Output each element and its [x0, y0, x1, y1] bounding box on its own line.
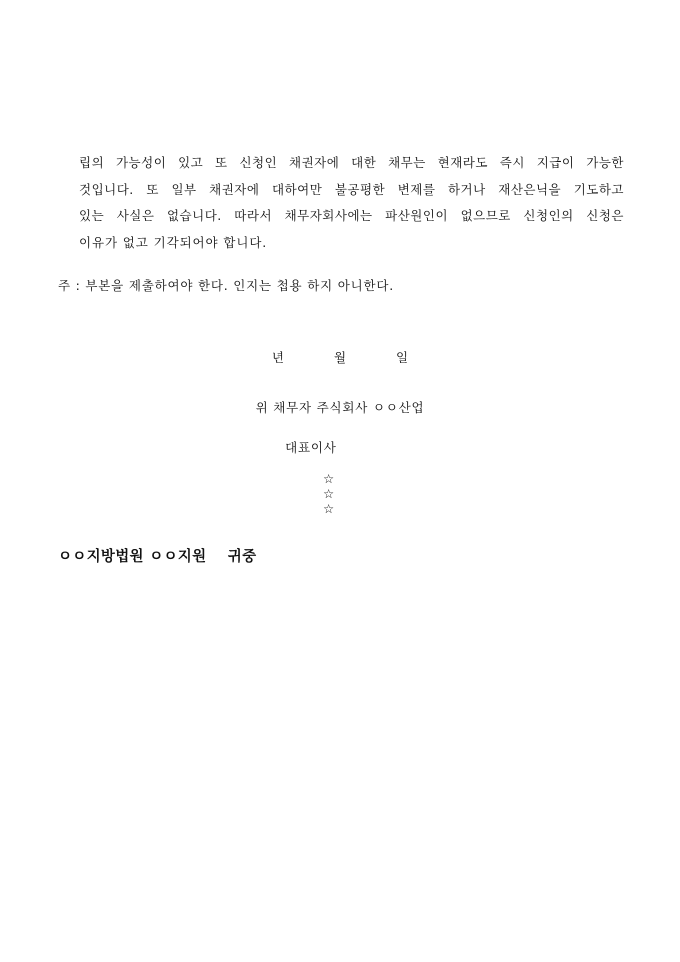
debtor-line: 위 채무자 주식회사 ㅇㅇ산업 [255, 400, 425, 415]
date-line [0, 348, 680, 366]
body-line: 립의 가능성이 있고 또 신청인 채권자에 대한 채무는 현재라도 즉시 지급이 가능한 [79, 155, 624, 170]
date-year: 년 [271, 350, 284, 365]
note-text: 주 : 부본을 제출하여야 한다. 인지는 첩용 하지 아니한다. [58, 278, 394, 293]
representative-title: 대표이사 [285, 440, 337, 455]
star-icon: ☆ [322, 471, 335, 486]
body-line: 있는 사실은 없습니다. 따라서 채무자회사에는 파산원인이 없으므로 신청인의 신청은 [79, 208, 624, 223]
star-icon: ☆ [322, 501, 335, 516]
court-addressee: ㅇㅇ지방법원 ㅇㅇ지원 귀중 [58, 549, 257, 565]
body-paragraph [79, 150, 624, 256]
date-day: 일 [396, 350, 409, 365]
date-month: 월 [333, 350, 347, 365]
representative-line [266, 423, 348, 546]
body-line: 이유가 없고 기각되어야 합니다. [79, 234, 268, 250]
body-line: 것입니다. 또 일부 채권자에 대하여만 불공평한 변제를 하거나 재산은닉을 기도하고 [79, 181, 624, 197]
star-icon: ☆ [322, 486, 335, 501]
seal-marks [299, 456, 348, 531]
